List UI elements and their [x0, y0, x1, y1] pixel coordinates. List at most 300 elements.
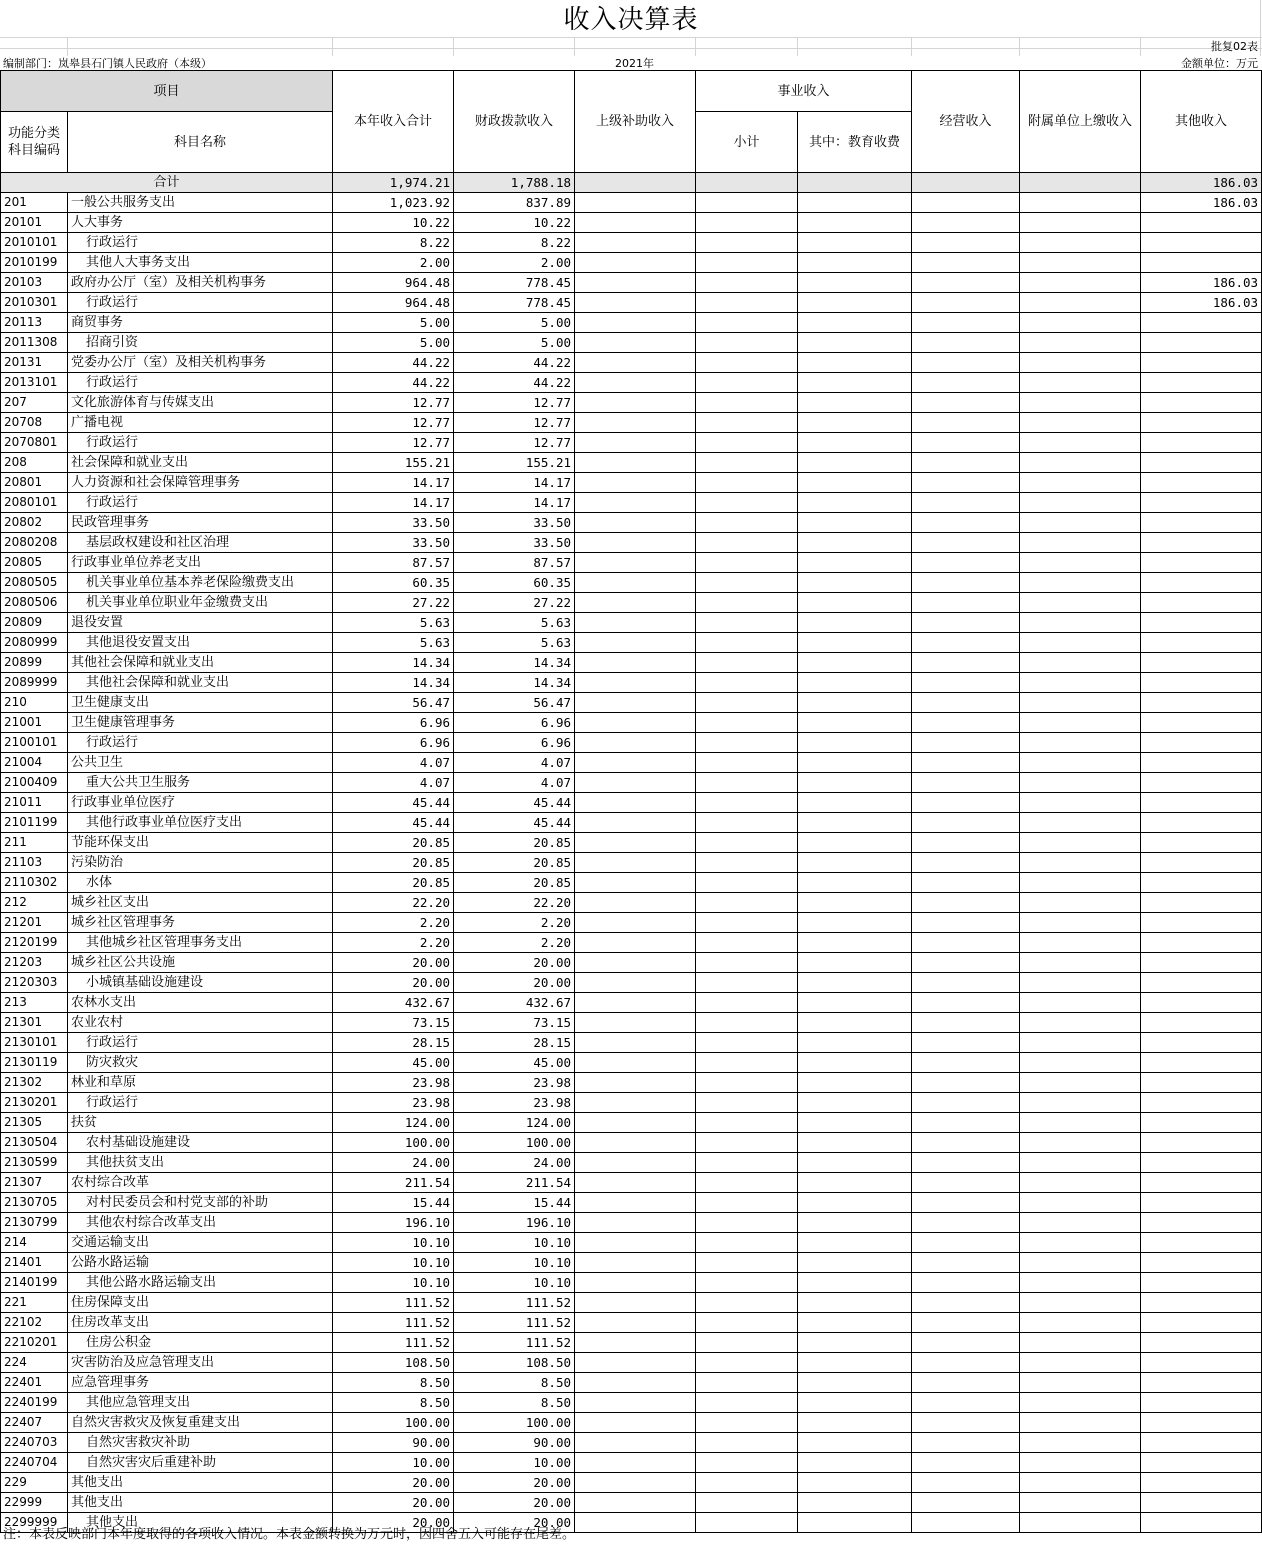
superior-cell — [575, 1053, 696, 1073]
other-cell — [1141, 1413, 1262, 1433]
superior-cell — [575, 1353, 696, 1373]
total-income-cell: 111.52 — [333, 1333, 454, 1353]
name-cell: 防灾救灾 — [68, 1053, 333, 1073]
other-cell — [1141, 493, 1262, 513]
table-row — [1, 1233, 1262, 1253]
edu-fee-cell — [798, 1133, 912, 1153]
name-cell: 重大公共卫生服务 — [68, 773, 333, 793]
fiscal-cell: 56.47 — [454, 693, 575, 713]
table-row — [1, 813, 1262, 833]
fiscal-cell: 2.20 — [454, 913, 575, 933]
code-cell: 207 — [1, 393, 68, 413]
code-cell: 21004 — [1, 753, 68, 773]
fiscal-cell: 100.00 — [454, 1413, 575, 1433]
table-row — [1, 293, 1262, 313]
name-cell: 行政运行 — [68, 433, 333, 453]
table-row — [1, 1473, 1262, 1493]
operating-cell — [912, 593, 1020, 613]
other-cell — [1141, 1433, 1262, 1453]
name-cell: 行政事业单位养老支出 — [68, 553, 333, 573]
name-cell: 节能环保支出 — [68, 833, 333, 853]
subtotal-cell — [696, 1193, 798, 1213]
affiliated-cell — [1020, 493, 1141, 513]
edu-fee-cell — [798, 1173, 912, 1193]
name-cell: 其他公路水路运输支出 — [68, 1273, 333, 1293]
total-income-cell: 964.48 — [333, 293, 454, 313]
operating-cell — [912, 1213, 1020, 1233]
name-cell: 农村综合改革 — [68, 1173, 333, 1193]
name-cell: 其他城乡社区管理事务支出 — [68, 933, 333, 953]
affiliated-cell — [1020, 253, 1141, 273]
affiliated-cell — [1020, 1113, 1141, 1133]
other-cell — [1141, 933, 1262, 953]
name-cell: 其他退役安置支出 — [68, 633, 333, 653]
table-row — [1, 413, 1262, 433]
code-cell: 21011 — [1, 793, 68, 813]
subtotal-cell — [696, 973, 798, 993]
name-cell: 行政事业单位医疗 — [68, 793, 333, 813]
affiliated-cell — [1020, 553, 1141, 573]
affiliated-cell — [1020, 1333, 1141, 1353]
fiscal-cell: 5.63 — [454, 633, 575, 653]
superior-cell — [575, 713, 696, 733]
table-row — [1, 493, 1262, 513]
affiliated-cell — [1020, 373, 1141, 393]
affiliated-cell — [1020, 1233, 1141, 1253]
other-cell — [1141, 753, 1262, 773]
superior-cell — [575, 933, 696, 953]
subtotal-cell — [696, 553, 798, 573]
total-income-cell: 5.63 — [333, 633, 454, 653]
name-cell: 其他支出 — [68, 1473, 333, 1493]
other-cell — [1141, 393, 1262, 413]
affiliated-cell — [1020, 1213, 1141, 1233]
affiliated-cell — [1020, 993, 1141, 1013]
table-row — [1, 953, 1262, 973]
subtotal-cell — [696, 1093, 798, 1113]
edu-fee-cell — [798, 793, 912, 813]
fiscal-cell: 20.85 — [454, 853, 575, 873]
code-cell: 20131 — [1, 353, 68, 373]
affiliated-cell — [1020, 1353, 1141, 1373]
fiscal-cell: 211.54 — [454, 1173, 575, 1193]
operating-cell — [912, 553, 1020, 573]
operating-cell — [912, 773, 1020, 793]
table-row — [1, 1013, 1262, 1033]
fiscal-cell: 33.50 — [454, 533, 575, 553]
operating-cell — [912, 393, 1020, 413]
superior-cell — [575, 693, 696, 713]
superior-cell — [575, 1253, 696, 1273]
operating-cell — [912, 673, 1020, 693]
operating-cell — [912, 873, 1020, 893]
superior-cell — [575, 1493, 696, 1513]
subtotal-cell — [696, 713, 798, 733]
edu-fee-cell — [798, 193, 912, 213]
fiscal-cell: 10.00 — [454, 1453, 575, 1473]
subtotal-cell — [696, 1133, 798, 1153]
table-row — [1, 1433, 1262, 1453]
table-row — [1, 613, 1262, 633]
code-cell: 20802 — [1, 513, 68, 533]
code-cell: 2100101 — [1, 733, 68, 753]
total-income-cell: 196.10 — [333, 1213, 454, 1233]
other-cell — [1141, 453, 1262, 473]
subtotal-cell — [696, 193, 798, 213]
total-income-cell: 14.34 — [333, 653, 454, 673]
subtotal-cell — [696, 1433, 798, 1453]
name-cell: 其他人大事务支出 — [68, 253, 333, 273]
superior-cell — [575, 1113, 696, 1133]
subtotal-cell — [696, 1173, 798, 1193]
name-cell: 政府办公厅（室）及相关机构事务 — [68, 273, 333, 293]
total-income-cell: 124.00 — [333, 1113, 454, 1133]
fiscal-cell: 5.63 — [454, 613, 575, 633]
table-number: 批复02表 — [1211, 40, 1258, 53]
subtotal-cell — [696, 873, 798, 893]
other-cell — [1141, 413, 1262, 433]
subtotal-cell — [696, 1513, 798, 1533]
name-cell: 人力资源和社会保障管理事务 — [68, 473, 333, 493]
code-cell: 2130705 — [1, 1193, 68, 1213]
operating-cell — [912, 1033, 1020, 1053]
table-row — [1, 253, 1262, 273]
table-row — [1, 193, 1262, 213]
operating-cell — [912, 533, 1020, 553]
affiliated-cell — [1020, 1153, 1141, 1173]
code-cell: 2130101 — [1, 1033, 68, 1053]
other-cell — [1141, 1513, 1262, 1533]
income-table — [0, 70, 1262, 1533]
edu-fee-cell — [798, 733, 912, 753]
code-cell: 2080101 — [1, 493, 68, 513]
name-cell: 机关事业单位基本养老保险缴费支出 — [68, 573, 333, 593]
subtotal-cell — [696, 1333, 798, 1353]
total-income-cell: 14.17 — [333, 473, 454, 493]
fiscal-cell: 60.35 — [454, 573, 575, 593]
total-income-cell: 5.00 — [333, 333, 454, 353]
table-row — [1, 353, 1262, 373]
code-cell: 21203 — [1, 953, 68, 973]
operating-cell — [912, 1013, 1020, 1033]
total-income-cell: 14.17 — [333, 493, 454, 513]
operating-cell — [912, 213, 1020, 233]
code-cell: 2010199 — [1, 253, 68, 273]
table-row — [1, 453, 1262, 473]
operating-cell — [912, 1113, 1020, 1133]
total-row — [1, 173, 1262, 193]
name-cell: 农林水支出 — [68, 993, 333, 1013]
edu-fee-cell — [798, 993, 912, 1013]
edu-fee-cell — [798, 373, 912, 393]
subtotal-cell — [696, 273, 798, 293]
superior-cell — [575, 273, 696, 293]
total-income-cell: 2.20 — [333, 933, 454, 953]
code-cell: 2240703 — [1, 1433, 68, 1453]
subtotal-cell — [696, 653, 798, 673]
operating-cell — [912, 1053, 1020, 1073]
fiscal-cell: 20.00 — [454, 1493, 575, 1513]
total-income-cell: 27.22 — [333, 593, 454, 613]
code-cell: 224 — [1, 1353, 68, 1373]
code-cell: 2080505 — [1, 573, 68, 593]
other-cell — [1141, 913, 1262, 933]
name-cell: 党委办公厅（室）及相关机构事务 — [68, 353, 333, 373]
operating-cell — [912, 1133, 1020, 1153]
code-cell: 20809 — [1, 613, 68, 633]
table-row — [1, 933, 1262, 953]
other-cell — [1141, 1073, 1262, 1093]
name-cell: 其他社会保障和就业支出 — [68, 653, 333, 673]
table-row — [1, 993, 1262, 1013]
subtotal-cell — [696, 1273, 798, 1293]
code-cell: 21001 — [1, 713, 68, 733]
name-cell: 社会保障和就业支出 — [68, 453, 333, 473]
total-income-cell: 22.20 — [333, 893, 454, 913]
edu-fee-cell — [798, 933, 912, 953]
affiliated-cell — [1020, 313, 1141, 333]
operating-cell — [912, 1273, 1020, 1293]
superior-cell — [575, 653, 696, 673]
subtotal-cell — [696, 473, 798, 493]
table-row — [1, 1093, 1262, 1113]
operating-cell — [912, 333, 1020, 353]
operating-cell — [912, 933, 1020, 953]
fiscal-cell: 45.44 — [454, 813, 575, 833]
affiliated-cell — [1020, 573, 1141, 593]
other-cell — [1141, 313, 1262, 333]
total-other-cell: 186.03 — [1141, 173, 1262, 193]
table-row — [1, 333, 1262, 353]
total-income-cell: 28.15 — [333, 1033, 454, 1053]
total-income-cell: 2.20 — [333, 913, 454, 933]
other-cell — [1141, 853, 1262, 873]
superior-cell — [575, 573, 696, 593]
fiscal-cell: 10.22 — [454, 213, 575, 233]
table-row — [1, 373, 1262, 393]
superior-cell — [575, 953, 696, 973]
table-row — [1, 1393, 1262, 1413]
code-cell: 21201 — [1, 913, 68, 933]
edu-fee-cell — [798, 453, 912, 473]
fiscal-cell: 8.50 — [454, 1393, 575, 1413]
edu-fee-cell — [798, 613, 912, 633]
affiliated-cell — [1020, 1073, 1141, 1093]
page-title: 收入决算表 — [563, 5, 699, 35]
operating-cell — [912, 973, 1020, 993]
operating-cell — [912, 373, 1020, 393]
subtotal-cell — [696, 573, 798, 593]
code-cell: 2240704 — [1, 1453, 68, 1473]
code-cell: 2080999 — [1, 633, 68, 653]
edu-fee-cell — [798, 1513, 912, 1533]
operating-cell — [912, 453, 1020, 473]
fiscal-cell: 10.10 — [454, 1273, 575, 1293]
total-income-cell: 33.50 — [333, 533, 454, 553]
fiscal-cell: 5.00 — [454, 333, 575, 353]
subtotal-cell — [696, 673, 798, 693]
table-row — [1, 1273, 1262, 1293]
superior-cell — [575, 1513, 696, 1533]
table-row — [1, 1353, 1262, 1373]
code-cell: 2240199 — [1, 1393, 68, 1413]
header-edu-fee: 其中：教育收费 — [798, 112, 912, 173]
code-cell: 21302 — [1, 1073, 68, 1093]
subtotal-cell — [696, 793, 798, 813]
name-cell: 卫生健康管理事务 — [68, 713, 333, 733]
superior-cell — [575, 1453, 696, 1473]
name-cell: 其他社会保障和就业支出 — [68, 673, 333, 693]
edu-fee-cell — [798, 1333, 912, 1353]
other-cell — [1141, 553, 1262, 573]
total-income-cell: 6.96 — [333, 713, 454, 733]
total-income-cell: 5.63 — [333, 613, 454, 633]
other-cell — [1141, 993, 1262, 1013]
edu-fee-cell — [798, 1493, 912, 1513]
total-income-cell: 44.22 — [333, 373, 454, 393]
subtotal-cell — [696, 1033, 798, 1053]
operating-cell — [912, 1433, 1020, 1453]
total-income-cell: 20.85 — [333, 833, 454, 853]
total-income-cell: 12.77 — [333, 393, 454, 413]
total-income-cell: 20.85 — [333, 873, 454, 893]
name-cell: 机关事业单位职业年金缴费支出 — [68, 593, 333, 613]
total-income-cell: 108.50 — [333, 1353, 454, 1373]
name-cell: 其他行政事业单位医疗支出 — [68, 813, 333, 833]
edu-fee-cell — [798, 393, 912, 413]
fiscal-cell: 44.22 — [454, 373, 575, 393]
superior-cell — [575, 1233, 696, 1253]
operating-cell — [912, 573, 1020, 593]
superior-cell — [575, 253, 696, 273]
table-header — [1, 71, 1262, 173]
header-operating: 经营收入 — [912, 71, 1020, 173]
operating-cell — [912, 1393, 1020, 1413]
superior-cell — [575, 453, 696, 473]
name-cell: 卫生健康支出 — [68, 693, 333, 713]
fiscal-cell: 14.17 — [454, 493, 575, 513]
subtotal-cell — [696, 453, 798, 473]
code-cell: 20103 — [1, 273, 68, 293]
table-row — [1, 1253, 1262, 1273]
total-income-cell: 111.52 — [333, 1313, 454, 1333]
operating-cell — [912, 473, 1020, 493]
operating-cell — [912, 1453, 1020, 1473]
edu-fee-cell — [798, 493, 912, 513]
table-row — [1, 473, 1262, 493]
fiscal-cell: 4.07 — [454, 773, 575, 793]
code-cell: 229 — [1, 1473, 68, 1493]
name-cell: 住房保障支出 — [68, 1293, 333, 1313]
affiliated-cell — [1020, 213, 1141, 233]
code-cell: 221 — [1, 1293, 68, 1313]
subtotal-cell — [696, 493, 798, 513]
name-cell: 行政运行 — [68, 1093, 333, 1113]
table-row — [1, 973, 1262, 993]
edu-fee-cell — [798, 1393, 912, 1413]
total-income-cell: 6.96 — [333, 733, 454, 753]
superior-cell — [575, 733, 696, 753]
superior-cell — [575, 1153, 696, 1173]
total-income-cell: 45.00 — [333, 1053, 454, 1073]
name-cell: 污染防治 — [68, 853, 333, 873]
edu-fee-cell — [798, 813, 912, 833]
fiscal-cell: 5.00 — [454, 313, 575, 333]
fiscal-cell: 111.52 — [454, 1293, 575, 1313]
affiliated-cell — [1020, 953, 1141, 973]
fiscal-cell: 6.96 — [454, 713, 575, 733]
edu-fee-cell — [798, 1273, 912, 1293]
other-cell — [1141, 1373, 1262, 1393]
operating-cell — [912, 893, 1020, 913]
fiscal-cell: 10.10 — [454, 1253, 575, 1273]
superior-cell — [575, 1473, 696, 1493]
superior-cell — [575, 353, 696, 373]
affiliated-cell — [1020, 1413, 1141, 1433]
operating-cell — [912, 853, 1020, 873]
other-cell — [1141, 1173, 1262, 1193]
name-cell: 扶贫 — [68, 1113, 333, 1133]
code-cell: 21307 — [1, 1173, 68, 1193]
fiscal-cell: 432.67 — [454, 993, 575, 1013]
total-income-cell: 20.00 — [333, 1513, 454, 1533]
code-cell: 2130119 — [1, 1053, 68, 1073]
edu-fee-cell — [798, 653, 912, 673]
affiliated-cell — [1020, 613, 1141, 633]
affiliated-cell — [1020, 513, 1141, 533]
total-income-cell: 15.44 — [333, 1193, 454, 1213]
affiliated-cell — [1020, 1513, 1141, 1533]
other-cell — [1141, 513, 1262, 533]
other-cell — [1141, 353, 1262, 373]
affiliated-cell — [1020, 1173, 1141, 1193]
subtotal-cell — [696, 1493, 798, 1513]
other-cell — [1141, 953, 1262, 973]
operating-cell — [912, 653, 1020, 673]
subtotal-cell — [696, 593, 798, 613]
edu-fee-cell — [798, 573, 912, 593]
code-cell: 2299999 — [1, 1513, 68, 1533]
code-cell: 2101199 — [1, 813, 68, 833]
total-income-cell: 60.35 — [333, 573, 454, 593]
subtotal-cell — [696, 1293, 798, 1313]
operating-cell — [912, 513, 1020, 533]
name-cell: 自然灾害灾后重建补助 — [68, 1453, 333, 1473]
operating-cell — [912, 1093, 1020, 1113]
subtotal-cell — [696, 833, 798, 853]
operating-cell — [912, 1373, 1020, 1393]
name-cell: 其他支出 — [68, 1513, 333, 1533]
subtotal-cell — [696, 533, 798, 553]
code-cell: 2110302 — [1, 873, 68, 893]
subtotal-cell — [696, 613, 798, 633]
total-income-cell: 23.98 — [333, 1093, 454, 1113]
name-cell: 文化旅游体育与传媒支出 — [68, 393, 333, 413]
superior-cell — [575, 1313, 696, 1333]
superior-cell — [575, 1373, 696, 1393]
header-name: 科目名称 — [68, 112, 333, 173]
name-cell: 公路水路运输 — [68, 1253, 333, 1273]
total-income-cell: 1,023.92 — [333, 193, 454, 213]
total-income-cell: 20.00 — [333, 1473, 454, 1493]
superior-cell — [575, 1413, 696, 1433]
subtotal-cell — [696, 1313, 798, 1333]
other-cell — [1141, 1273, 1262, 1293]
code-cell: 2080506 — [1, 593, 68, 613]
edu-fee-cell — [798, 953, 912, 973]
operating-cell — [912, 353, 1020, 373]
operating-cell — [912, 1293, 1020, 1313]
